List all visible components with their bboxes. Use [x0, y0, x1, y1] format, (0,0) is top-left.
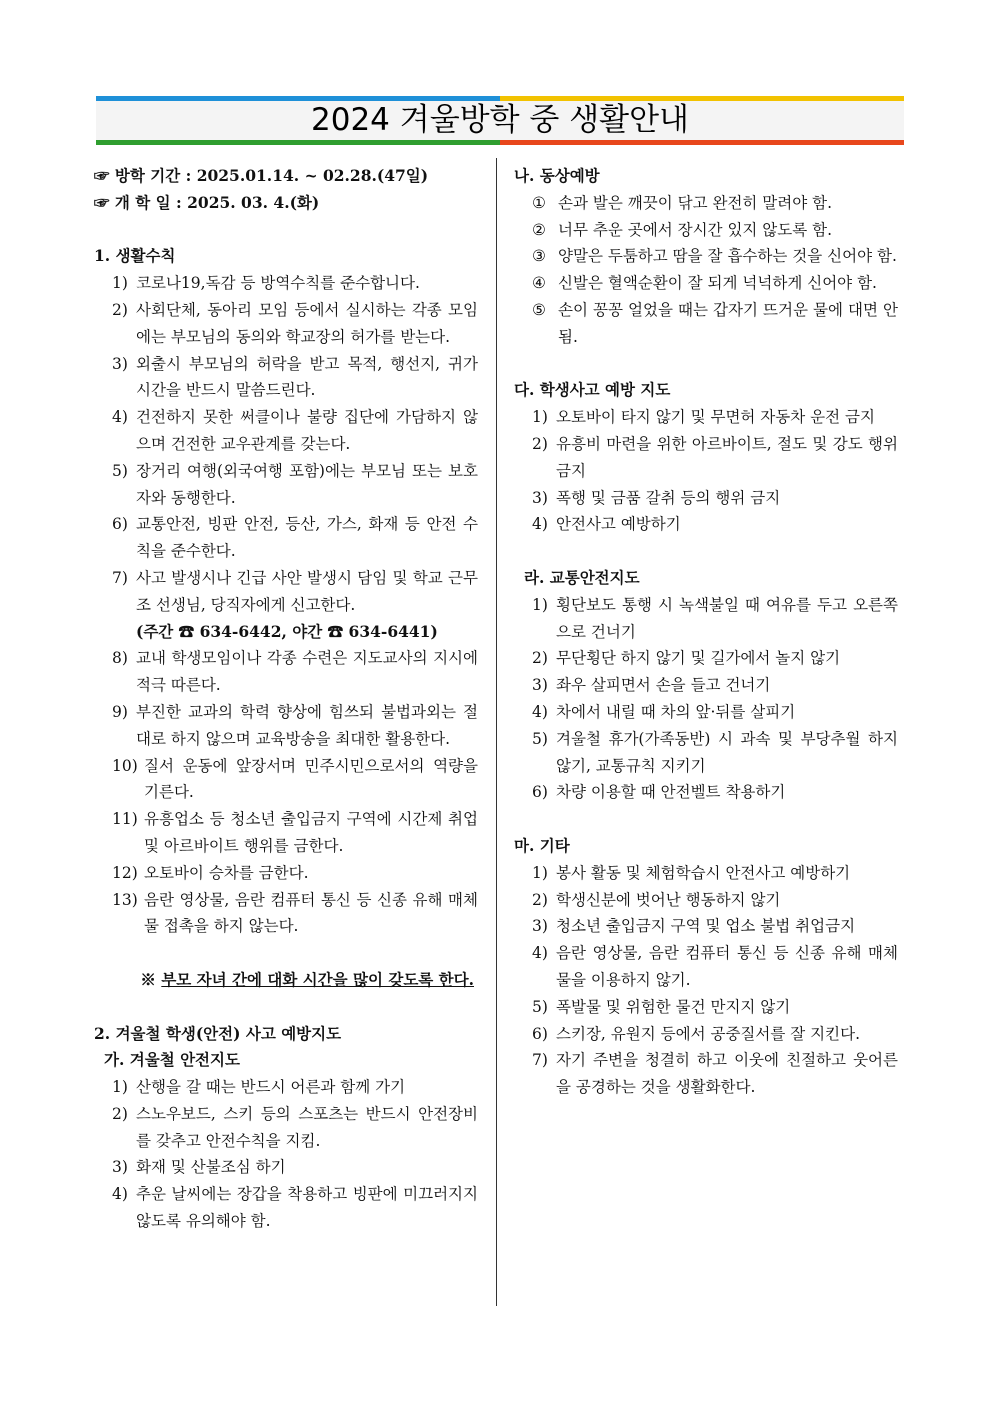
list-item: 13) 음란 영상물, 음란 컴퓨터 통신 등 신종 유해 매체물 접촉을 하지 않는다. — [112, 890, 478, 936]
list-item: 7) 사고 발생시나 긴급 사안 발생시 담임 및 학교 근무조 선생님, 당직자에게 신고한다. — [112, 568, 478, 614]
list-item: 3) 폭행 및 금품 갈취 등의 행위 금지 — [532, 488, 781, 507]
list-item: ⑤ 손이 꽁꽁 얼었을 때는 갑자기 뜨거운 물에 대면 안됨. — [532, 300, 898, 346]
left-column — [94, 163, 478, 1235]
list-item: 11) 유흥업소 등 청소년 출입금지 구역에 시간제 취업 및 아르바이트 행위를 금한다. — [112, 810, 478, 855]
list-item: ③ 양말은 두툼하고 땀을 잘 흡수하는 것을 신어야 함. — [532, 247, 897, 266]
list-item: 3) 청소년 출입금지 구역 및 업소 불법 취업금지 — [532, 917, 856, 936]
opening-date: ☞ 개 학 일 : 2025. 03. 4.(화) — [94, 192, 320, 212]
list-item: 4) 건전하지 못한 써클이나 불량 집단에 가담하지 않으며 건전한 교우관계를 갖는다. — [112, 408, 478, 453]
list-item: 3) 화재 및 산불조심 하기 — [112, 1158, 286, 1177]
list-item: 1) 코로나19,독감 등 방역수칙를 준수합니다. — [112, 274, 420, 293]
list-item: 1) 봉사 활동 및 체험학습시 안전사고 예방하기 — [532, 863, 851, 882]
list-item: 10) 질서 운동에 앞장서며 민주시민으로서의 역량을 기른다. — [112, 756, 478, 802]
list-item: 1) 산행을 갈 때는 반드시 어른과 함께 가기 — [112, 1078, 406, 1097]
contact-phones: (주간 ☎ 634-6442, 야간 ☎ 634-6441) — [136, 621, 438, 641]
page-title: 2024 겨울방학 중 생활안내 — [311, 102, 689, 138]
list-item: ② 너무 추운 곳에서 장시간 있지 않도록 함. — [532, 220, 833, 239]
title-bar-green — [96, 140, 500, 145]
section2-heading: 2. 겨울철 학생(안전) 사고 예방지도 — [94, 1023, 342, 1043]
list-item: 4) 추운 날씨에는 장갑을 착용하고 빙판에 미끄러지지 않도록 유의해야 함. — [112, 1185, 478, 1231]
list-item: 5) 장거리 여행(외국여행 포함)에는 부모님 또는 보호자와 동행한다. — [112, 461, 478, 507]
list-item: 4) 차에서 내릴 때 차의 앞·뒤를 살피기 — [532, 702, 796, 721]
list-item: 4) 음란 영상물, 음란 컴퓨터 통신 등 신종 유해 매체물을 이용하지 않기. — [532, 944, 898, 989]
sub-na-heading: 나. 동상예방 — [514, 166, 600, 185]
list-item: 8) 교내 학생모임이나 각종 수련은 지도교사의 지시에 적극 따른다. — [112, 649, 478, 695]
list-item: ① 손과 발은 깨끗이 닦고 완전히 말려야 함. — [532, 193, 833, 212]
list-item: 6) 스키장, 유원지 등에서 공중질서를 잘 지킨다. — [532, 1024, 861, 1043]
sub-ga-heading: 가. 겨울철 안전지도 — [104, 1050, 240, 1070]
vacation-period: ☞ 방학 기간 : 2025.01.14. ~ 02.28.(47일) — [94, 166, 429, 185]
list-item: 5) 폭발물 및 위험한 물건 만지지 않기 — [532, 997, 791, 1016]
note-mark: ※ — [140, 969, 156, 989]
list-item: 7) 자기 주변을 청결히 하고 이웃에 친절하고 웃어른을 공경하는 것을 생활화한다. — [532, 1051, 898, 1097]
list-item: 3) 외출시 부모님의 허락을 받고 목적, 행선지, 귀가 시간을 반드시 말씀드린다. — [112, 354, 478, 400]
list-item: 6) 교통안전, 빙판 안전, 등산, 가스, 화재 등 안전 수칙을 준수한다. — [112, 515, 478, 561]
right-column — [514, 163, 898, 1101]
parent-note — [94, 967, 478, 994]
sub-ma-heading: 마. 기타 — [514, 835, 570, 855]
list-item: 1) 오토바이 타지 않기 및 무면허 자동차 운전 금지 — [532, 408, 875, 427]
list-item: 2) 학생신분에 벗어난 행동하지 않기 — [532, 890, 781, 909]
list-item: 9) 부진한 교과의 학력 향상에 힘쓰되 불법과외는 절대로 하지 않으며 교육방송을 최대한 활용한다. — [112, 702, 478, 748]
title-bar-red — [500, 140, 904, 145]
list-item: 5) 겨울철 휴가(가족동반) 시 과속 및 부당추월 하지 않기, 교통규칙 지키기 — [532, 729, 898, 775]
list-item: 3) 좌우 살피면서 손을 들고 건너기 — [532, 676, 771, 695]
sub-da-heading: 다. 학생사고 예방 지도 — [514, 380, 671, 400]
list-item: ④ 신발은 혈액순환이 잘 되게 넉넉하게 신어야 함. — [532, 274, 877, 293]
list-item: 2) 스노우보드, 스키 등의 스포츠는 반드시 안전장비를 갖추고 안전수칙을 지킴. — [112, 1104, 478, 1150]
note-text: 부모 자녀 간에 대화 시간을 많이 갖도록 한다. — [161, 969, 474, 989]
list-item: 1) 횡단보도 통행 시 녹색불일 때 여유를 두고 오른쪽으로 건너기 — [532, 595, 898, 641]
list-item: 4) 안전사고 예방하기 — [532, 515, 681, 534]
list-item: 6) 차량 이용할 때 안전벨트 착용하기 — [532, 783, 786, 802]
section1-heading: 1. 생활수칙 — [94, 246, 176, 266]
column-divider — [496, 158, 497, 1306]
title-banner — [96, 96, 904, 148]
list-item: 2) 유흥비 마련을 위한 아르바이트, 절도 및 강도 행위 금지 — [532, 434, 898, 480]
list-item: 12) 오토바이 승차를 금한다. — [112, 863, 309, 882]
list-item: 2) 사회단체, 동아리 모임 등에서 실시하는 각종 모임에는 부모님의 동의와 학교장의 허가를 받는다. — [112, 300, 478, 346]
list-item: 2) 무단횡단 하지 않기 및 길가에서 놀지 않기 — [532, 649, 841, 668]
sub-ra-heading: 라. 교통안전지도 — [524, 567, 640, 587]
